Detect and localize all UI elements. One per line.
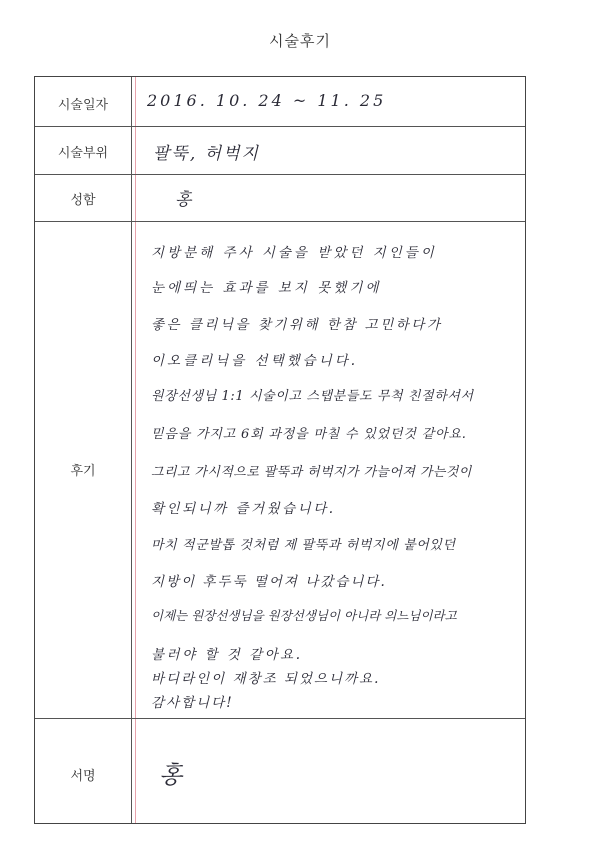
review-line: 마치 적군발톱 것처럼 제 팔뚝과 허벅지에 붙어있던 — [151, 538, 456, 553]
review-line: 좋은 클리닉을 찾기위해 한참 고민하다가 — [151, 317, 443, 333]
review-line: 지방이 후두둑 떨어져 나갔습니다. — [151, 574, 387, 590]
date-label: 시술일자 — [57, 98, 109, 113]
review-line: 믿음을 가지고 6회 과정을 마칠 수 있었던것 같아요. — [151, 427, 467, 442]
signature-value: 홍 — [159, 761, 183, 789]
review-form — [34, 76, 526, 824]
date-value: 2016. 10. 24 ~ 11. 25 — [147, 91, 387, 110]
row-divider — [35, 126, 525, 127]
name-value: 홍 — [175, 190, 192, 210]
area-value: 팔뚝, 허벅지 — [153, 144, 260, 164]
form-title: 시술후기 — [269, 32, 331, 50]
review-line: 확인되니까 즐거웠습니다. — [151, 501, 336, 517]
area-label: 시술부위 — [57, 146, 109, 161]
name-label: 성함 — [70, 193, 96, 208]
row-divider — [35, 174, 525, 175]
review-line: 그리고 가시적으로 팔뚝과 허벅지가 가늘어져 가는것이 — [151, 465, 472, 480]
row-divider — [35, 718, 525, 719]
review-line: 바디라인이 재창조 되었으니까요. — [151, 671, 381, 687]
review-line: 불러야 할 것 같아요. — [151, 647, 303, 663]
column-divider — [131, 77, 132, 823]
review-label: 후기 — [70, 464, 96, 479]
review-line: 이오클리닉을 선택했습니다. — [151, 353, 359, 369]
review-line: 지방분해 주사 시술을 받았던 지인들이 — [151, 245, 437, 261]
row-divider — [35, 221, 525, 222]
review-line: 원장선생님 1:1 시술이고 스탭분들도 무척 친절하셔서 — [151, 389, 474, 404]
review-line: 이제는 원장선생님을 원장선생님이 아니라 의느님이라고 — [151, 608, 457, 623]
margin-line — [135, 77, 136, 823]
signature-label: 서명 — [70, 769, 96, 784]
review-line: 감사합니다! — [151, 695, 234, 711]
review-line: 눈에띄는 효과를 보지 못했기에 — [151, 280, 382, 296]
